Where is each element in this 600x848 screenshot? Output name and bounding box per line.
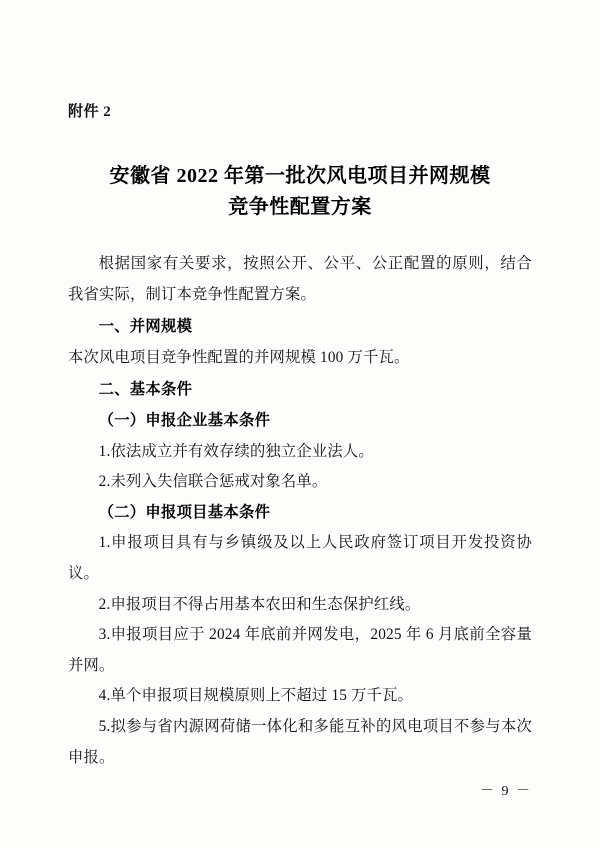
page-title — [87, 161, 514, 223]
page-title-line-2: 竞争性配置方案 — [228, 196, 372, 218]
subsection-heading-enterprise: （一）申报企业基本条件 — [98, 411, 271, 429]
section-heading-basic-conditions: 二、基本条件 — [98, 381, 193, 399]
list-item: 3.申报项目应于 2024 年底前并网发电，2025 年 6 月底前全容量并网。 — [68, 626, 532, 674]
attachment-label: 附件 2 — [68, 104, 112, 120]
list-item: 2.未列入失信联合惩戒对象名单。 — [98, 473, 328, 491]
list-item: 1.申报项目具有与乡镇级及以上人民政府签订项目开发投资协议。 — [68, 534, 532, 582]
page-number: － 9 － — [480, 784, 532, 799]
list-item: 2.申报项目不得占用基本农田和生态保护红线。 — [98, 595, 421, 613]
list-item: 1.依法成立并有效存续的独立企业法人。 — [98, 442, 374, 460]
section-heading-scale: 一、并网规模 — [98, 318, 193, 336]
paragraph-scale-detail: 本次风电项目竞争性配置的并网规模 100 万千瓦。 — [68, 348, 410, 366]
paragraph-intro: 根据国家有关要求，按照公开、公平、公正配置的原则，结合我省实际，制订本竞争性配置方案。 — [68, 255, 532, 303]
page-title-line-1: 安徽省 2022 年第一批次风电项目并网规模 — [109, 165, 491, 187]
subsection-heading-project: （二）申报项目基本条件 — [98, 503, 271, 521]
list-item: 4.单个申报项目规模原则上不超过 15 万千瓦。 — [98, 687, 414, 705]
list-item: 5.拟参与省内源网荷储一体化和多能互补的风电项目不参与本次申报。 — [68, 717, 532, 766]
